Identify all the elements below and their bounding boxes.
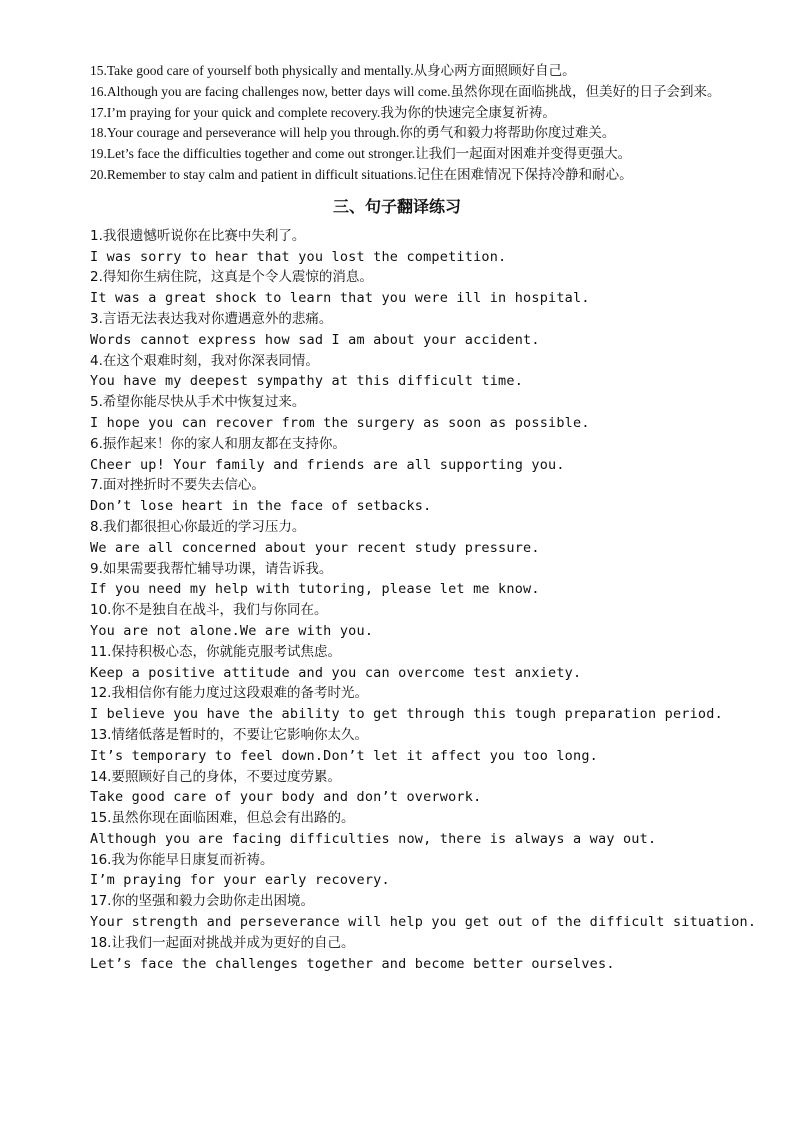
translation-pair xyxy=(60,808,734,850)
chinese-sentence: 9.如果需要我帮忙辅导功课，请告诉我。 xyxy=(90,560,333,577)
phrase-item: 18.Your courage and perseverance will help you through.你的勇气和毅力将帮助你度过难关。 xyxy=(90,125,616,141)
chinese-sentence: 7.面对挫折时不要失去信心。 xyxy=(90,477,265,494)
english-sentence: Take good care of your body and don’t overwork. xyxy=(90,789,482,806)
english-sentence: Although you are facing difficulties now, there is always a way out. xyxy=(90,830,657,847)
translation-pair xyxy=(60,351,734,393)
chinese-sentence: 18.让我们一起面对挑战并成为更好的自己。 xyxy=(90,934,355,951)
chinese-sentence: 1.我很遗憾听说你在比赛中失利了。 xyxy=(90,227,306,244)
translation-pair xyxy=(60,891,757,933)
chinese-sentence: 3.言语无法表达我对你遭遇意外的悲痛。 xyxy=(90,310,333,327)
chinese-sentence: 5.希望你能尽快从手术中恢复过来。 xyxy=(90,394,306,411)
chinese-sentence: 17.你的坚强和毅力会助你走出困境。 xyxy=(90,893,314,910)
english-sentence: We are all concerned about your recent study pressure. xyxy=(90,539,540,556)
chinese-sentence: 16.我为你能早日康复而祈祷。 xyxy=(90,851,274,868)
translation-pair xyxy=(60,933,734,975)
english-sentence: It was a great shock to learn that you were ill in hospital. xyxy=(90,290,590,307)
english-sentence: It’s temporary to feel down.Don’t let it affect you too long. xyxy=(90,747,598,764)
translation-pair xyxy=(60,850,734,892)
english-sentence: You have my deepest sympathy at this difficult time. xyxy=(90,373,524,390)
english-sentence: Keep a positive attitude and you can overcome test anxiety. xyxy=(90,664,582,681)
translation-pair xyxy=(60,642,734,684)
translation-pair xyxy=(60,559,734,601)
chinese-sentence: 6.振作起来！你的家人和朋友都在支持你。 xyxy=(90,435,346,452)
chinese-sentence: 10.你不是独自在战斗，我们与你同在。 xyxy=(90,602,328,619)
phrase-item: 20.Remember to stay calm and patient in difficult situations.记住在困难情况下保持冷静和耐心。 xyxy=(90,166,633,182)
phrase-item: 15.Take good care of yourself both physically and mentally.从身心两方面照顾好自己。 xyxy=(90,63,576,78)
chinese-sentence: 14.要照顾好自己的身体，不要过度劳累。 xyxy=(90,768,341,785)
translation-pair xyxy=(60,434,734,476)
translation-pair xyxy=(60,226,734,268)
section-phrases xyxy=(60,61,734,186)
english-sentence: I believe you have the ability to get through this tough preparation period. xyxy=(90,706,723,723)
translation-pair xyxy=(60,725,734,767)
english-sentence: If you need my help with tutoring, please let me know. xyxy=(90,581,540,598)
translation-pair xyxy=(60,392,734,434)
translation-pair xyxy=(60,309,734,351)
english-sentence: I’m praying for your early recovery. xyxy=(90,872,390,889)
chinese-sentence: 2.得知你生病住院，这真是个令人震惊的消息。 xyxy=(90,269,373,286)
english-sentence: Cheer up! Your family and friends are all supporting you. xyxy=(90,456,565,473)
translation-pair xyxy=(60,517,734,559)
english-sentence: Your strength and perseverance will help you get out of the difficult situation. xyxy=(90,914,757,931)
english-sentence: You are not alone.We are with you. xyxy=(90,622,374,639)
translation-pair xyxy=(60,600,734,642)
chinese-sentence: 4.在这个艰难时刻，我对你深表同情。 xyxy=(90,352,319,369)
phrase-item: 16.Although you are facing challenges now, better days will come.虽然你现在面临挑战，但美好的日子会到来。 xyxy=(90,83,721,99)
english-sentence: I was sorry to hear that you lost the competition. xyxy=(90,248,507,265)
chinese-sentence: 11.保持积极心态，你就能克服考试焦虑。 xyxy=(90,643,341,660)
chinese-sentence: 12.我相信你有能力度过这段艰难的备考时光。 xyxy=(90,685,368,702)
english-sentence: I hope you can recover from the surgery as soon as possible. xyxy=(90,414,590,431)
english-sentence: Let’s face the challenges together and become better ourselves. xyxy=(90,955,615,972)
chinese-sentence: 15.虽然你现在面临困难，但总会有出路的。 xyxy=(90,810,355,827)
translation-pair xyxy=(60,767,734,809)
translation-pair xyxy=(60,683,734,725)
english-sentence: Don’t lose heart in the face of setbacks. xyxy=(90,498,432,515)
english-sentence: Words cannot express how sad I am about your accident. xyxy=(90,331,540,348)
section-translation xyxy=(60,226,757,975)
phrase-item: 17.I’m praying for your quick and complete recovery.我为你的快速完全康复祈祷。 xyxy=(90,104,556,120)
chinese-sentence: 13.情绪低落是暂时的，不要让它影响你太久。 xyxy=(90,726,368,743)
translation-pair xyxy=(60,475,734,517)
chinese-sentence: 8.我们都很担心你最近的学习压力。 xyxy=(90,518,306,535)
section-title: 三、句子翻译练习 xyxy=(332,196,461,216)
translation-pair xyxy=(60,267,734,309)
phrase-item: 19.Let’s face the difficulties together and come out stronger.让我们一起面对困难并变得更强大。 xyxy=(90,146,632,162)
